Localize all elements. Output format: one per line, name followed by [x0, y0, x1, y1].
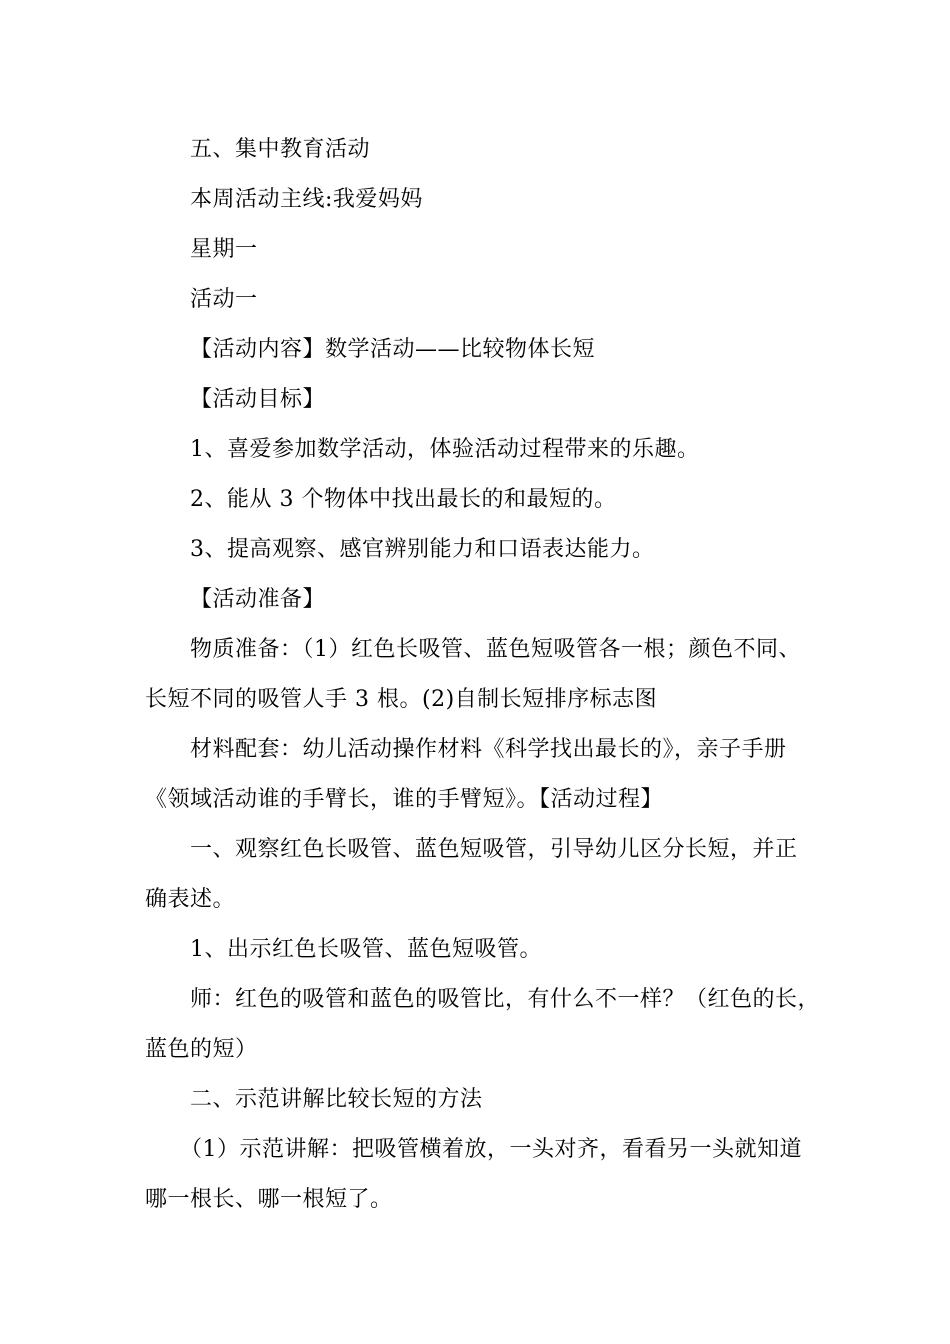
- day-label: 星期一: [190, 237, 258, 262]
- preparation-heading: 【活动准备】: [190, 587, 326, 612]
- goal-item: 1、喜爱参加数学活动，体验活动过程带来的乐趣。: [190, 437, 700, 462]
- demonstration: （1）示范讲解：把吸管横着放，一头对齐，看看另一头就知道: [180, 1137, 802, 1162]
- process-step-cont: 确表述。: [145, 887, 236, 912]
- goal-item: 2、能从 3 个物体中找出最长的和最短的。: [190, 487, 617, 512]
- demonstration-cont: 哪一根长、哪一根短了。: [145, 1187, 393, 1212]
- material-preparation-cont: 长短不同的吸管人手 3 根。(2)自制长短排序标志图: [145, 687, 658, 712]
- weekly-theme: 本周活动主线:我爱妈妈: [190, 187, 423, 212]
- process-substep: 1、出示红色长吸管、蓝色短吸管。: [190, 937, 542, 962]
- materials-set: 材料配套：幼儿活动操作材料《科学找出最长的》，亲子手册: [190, 737, 787, 762]
- material-preparation: 物质准备：（1）红色长吸管、蓝色短吸管各一根；颜色不同、: [190, 637, 801, 662]
- process-step: 一、观察红色长吸管、蓝色短吸管，引导幼儿区分长短，并正: [190, 837, 798, 862]
- activity-label: 活动一: [190, 287, 258, 312]
- goal-item: 3、提高观察、感官辨别能力和口语表达能力。: [190, 537, 655, 562]
- materials-set-cont: 《领域活动谁的手臂长，谁的手臂短》。【活动过程】: [145, 787, 664, 812]
- teacher-dialogue: 师：红色的吸管和蓝色的吸管比，有什么不一样？（红色的长，: [190, 987, 821, 1012]
- activity-content: 【活动内容】数学活动——比较物体长短: [190, 337, 596, 362]
- goals-heading: 【活动目标】: [190, 387, 326, 412]
- process-step: 二、示范讲解比较长短的方法: [190, 1087, 483, 1112]
- teacher-dialogue-cont: 蓝色的短）: [145, 1037, 258, 1062]
- section-heading: 五、集中教育活动: [190, 137, 371, 162]
